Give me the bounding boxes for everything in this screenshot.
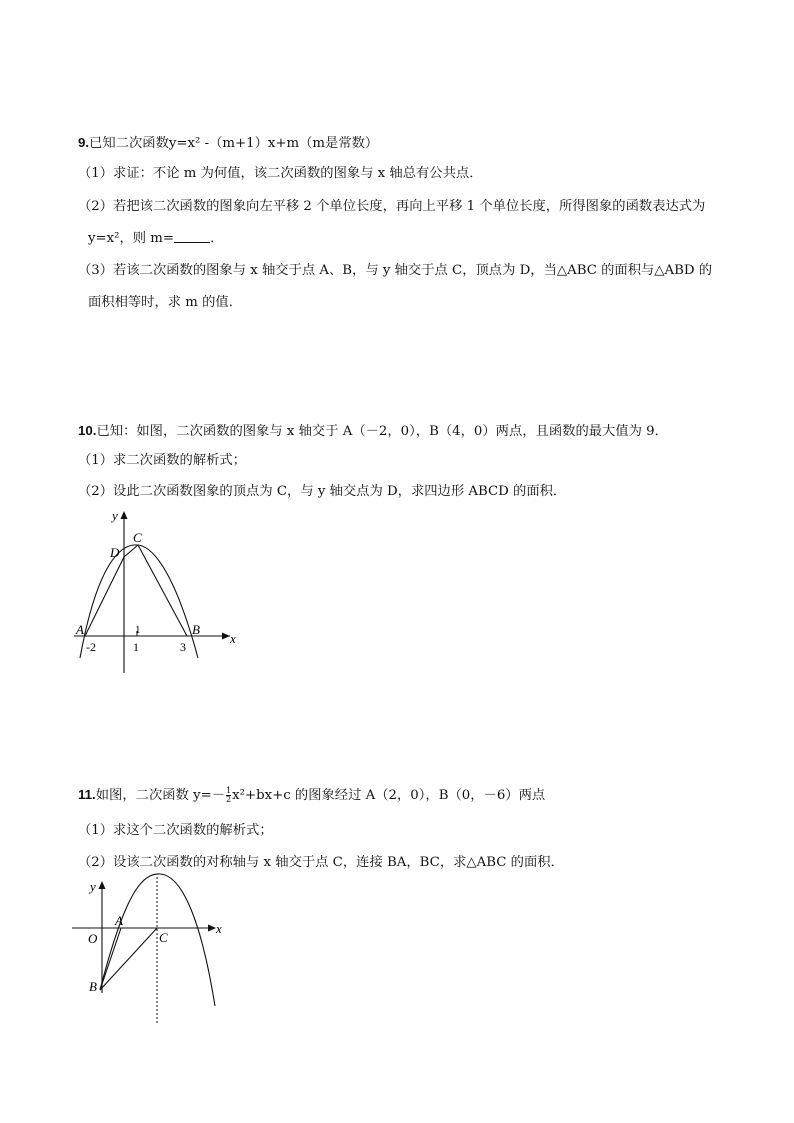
y-axis-arrow bbox=[99, 881, 106, 889]
x-axis-arrow bbox=[222, 633, 230, 640]
tick-label-1: 1 bbox=[133, 640, 139, 654]
q9-part3: （3）若该二次函数的图象与 x 轴交于点 A、B，与 y 轴交于点 C，顶点为 D，当△ABC 的面积与△ABD 的 bbox=[78, 263, 713, 278]
tick-label-1-top: 1 bbox=[135, 624, 141, 636]
label-y: y bbox=[90, 879, 96, 894]
q11-part1: （1）求这个二次函数的解析式； bbox=[78, 823, 273, 838]
label-y: y bbox=[112, 508, 118, 523]
q11-part2: （2）设该二次函数的对称轴与 x 轴交于点 C，连接 BA，BC，求△ABC 的面积． bbox=[78, 855, 564, 870]
fraction-denominator: 2 bbox=[226, 795, 232, 804]
label-x: x bbox=[230, 631, 236, 646]
label-O: O bbox=[88, 931, 98, 946]
label-B: B bbox=[192, 622, 200, 637]
label-D: D bbox=[110, 545, 120, 560]
segment-AD bbox=[85, 557, 124, 636]
q11-figure bbox=[70, 873, 240, 1028]
q10-stem bbox=[78, 422, 668, 441]
q9-part2-end: ． bbox=[210, 231, 224, 246]
q10-stem-text: 已知：如图，二次函数的图象与 x 轴交于 A（－2，0），B（4，0）两点，且函数的最大值为 9． bbox=[96, 424, 668, 439]
label-A: A bbox=[76, 622, 84, 637]
q11-stem-post: x²+bx+c 的图象经过 A（2，0），B（0，－6）两点 bbox=[232, 788, 546, 803]
q10-part1: （1）求二次函数的解析式； bbox=[78, 453, 247, 468]
q9-part2-cont bbox=[88, 230, 223, 248]
q9-part2-formula: y=x²，则 m= bbox=[88, 231, 175, 246]
q9-stem-text: 已知二次函数 bbox=[89, 136, 169, 151]
q10-figure bbox=[70, 505, 250, 680]
fraction-half bbox=[226, 787, 231, 804]
label-C: C bbox=[159, 930, 168, 945]
y-axis-arrow bbox=[121, 511, 128, 519]
q9-formula: y=x² -（m+1）x+m（m是常数） bbox=[168, 136, 379, 151]
label-A: A bbox=[115, 913, 123, 928]
q11-stem bbox=[78, 786, 545, 805]
q9-number: 9. bbox=[78, 135, 90, 150]
label-C: C bbox=[133, 530, 142, 545]
segment-CB bbox=[138, 545, 187, 636]
q9-part1: （1）求证：不论 m 为何值，该二次函数的图象与 x 轴总有公共点． bbox=[78, 166, 483, 181]
q11-number: 11. bbox=[78, 787, 96, 802]
q11-stem-pre: 如图，二次函数 y=－ bbox=[95, 788, 226, 803]
tick-label-neg2: -2 bbox=[86, 640, 96, 654]
segment-BA bbox=[100, 928, 121, 990]
label-x: x bbox=[216, 921, 222, 936]
x-axis-arrow bbox=[208, 925, 216, 932]
tick-label-3: 3 bbox=[180, 640, 186, 654]
answer-blank bbox=[174, 230, 210, 243]
q9-stem bbox=[78, 134, 378, 153]
label-B: B bbox=[89, 979, 97, 994]
q10-number: 10. bbox=[78, 423, 97, 438]
q9-part2: （2）若把该二次函数的图象向左平移 2 个单位长度，再向上平移 1 个单位长度，所得图象的函数表达式为 bbox=[78, 199, 706, 214]
q10-part2: （2）设此二次函数图象的顶点为 C，与 y 轴交点为 D，求四边形 ABCD 的面积． bbox=[78, 484, 567, 499]
q9-part3-cont: 面积相等时，求 m 的值． bbox=[88, 295, 243, 310]
fraction-numerator: 1 bbox=[226, 786, 232, 795]
